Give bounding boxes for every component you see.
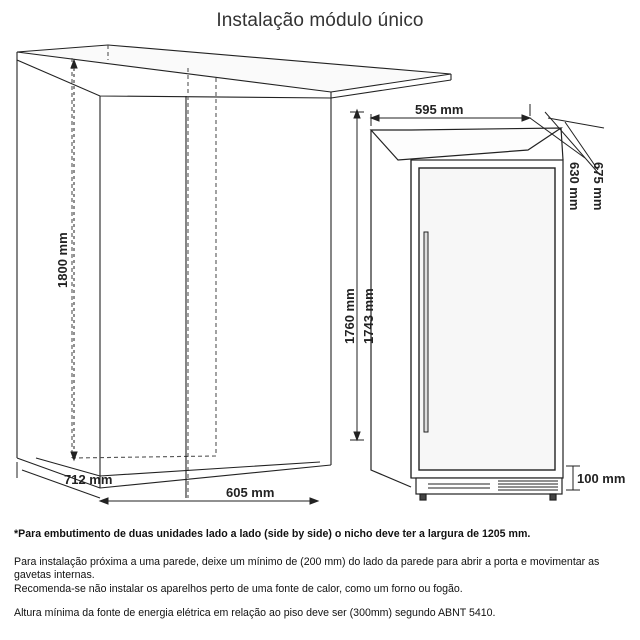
plinth-height-label: 100 mm [577,471,626,486]
note-power-outlet: Altura mínima da fonte de energia elétrica em relação ao piso deve ser (300mm) segundo ABNT 5410. [14,607,496,620]
note-wall-clearance: Para instalação próxima a uma parede, deixe um mínimo de (200 mm) do lado da parede para abrir a porta e movimentar as gavetas internas. [14,555,600,582]
unit-depth-total-label: 675 mm [591,162,606,211]
note-side-by-side: *Para embutimento de duas unidades lado a lado (side by side) o nicho deve ter a largura de 1205 mm. [14,528,531,540]
unit-depth-body-label: 630 mm [567,162,582,211]
cooler-handle [424,232,428,432]
niche-depth-label: 712 mm [64,472,113,487]
niche-top-slab [17,45,451,92]
note-heat-source: Recomenda-se não instalar os aparelhos perto de uma fonte de calor, como um forno ou fogão. [14,582,463,595]
niche-width-label: 605 mm [226,485,275,500]
diagram-title: Instalação módulo único [216,10,424,31]
niche-height-dimension [71,60,77,460]
unit-width-label: 595 mm [415,102,464,117]
niche-width-dimension [100,498,318,504]
unit-height-body-label: 1743 mm [361,288,376,344]
niche-height-label: 1800 mm [55,232,70,288]
unit-height-total-label: 1760 mm [342,288,357,344]
cooler-glass [419,168,555,470]
installation-notes [14,528,629,621]
wine-cooler-drawing [371,128,563,500]
cooler-plinth [416,478,562,494]
niche-drawing [17,45,451,498]
